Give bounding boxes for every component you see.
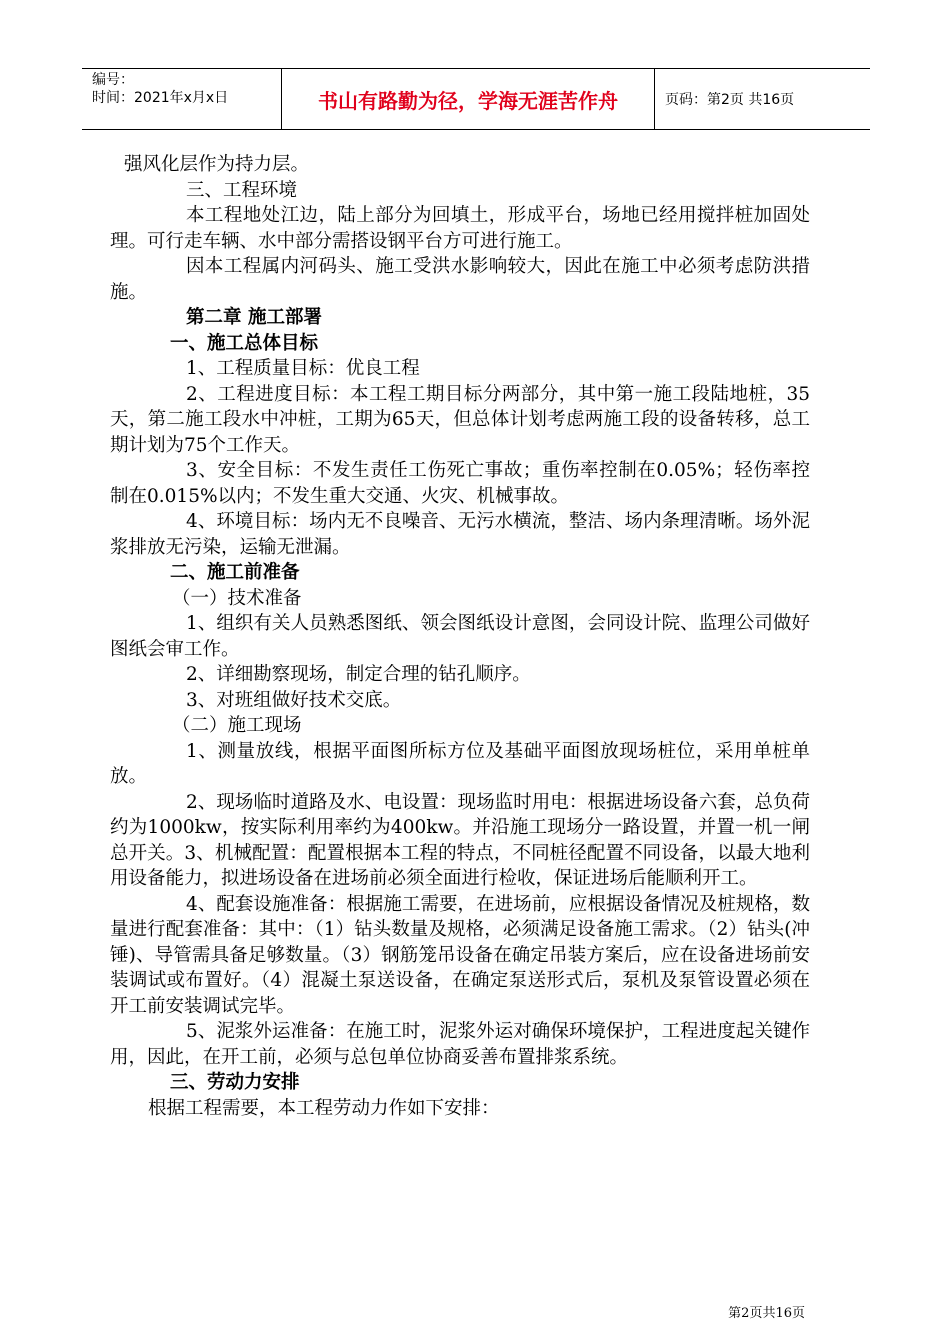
paragraph: 4、环境目标：场内无不良噪音、无污水横流，整洁、场内条理清晰。场外泥浆排放无污染，运输无泄漏。: [110, 511, 810, 558]
paragraph: 2、现场临时道路及水、电设置：现场监时用电：根据进场设备六套，总负荷约为1000kw，按实际利用率约为400kw。并沿施工现场分一路设置，并置一机一闸总开关。3、机械配置：配置根据本工程的特点，不同桩径配置不同设备，以最大地利用设备能力，拟进场设备在进场前必须全面进行检收，保证进场后能顺利开工。: [110, 791, 810, 889]
paragraph: 因本工程属内河码头、施工受洪水影响较大，因此在施工中必须考虑防洪措施。: [110, 256, 810, 303]
doc-number-label: 编号：: [92, 72, 134, 88]
section-heading: 二、施工前准备: [170, 562, 300, 583]
paragraph: 根据工程需要，本工程劳动力作如下安排：: [148, 1097, 500, 1119]
paragraph: 4、配套设施准备：根据施工需要，在进场前，应根据设备情况及桩规格，数量进行配套准备：其中：（1）钻头数量及规格，必须满足设备施工需求。（2）钻头(冲锤)、导管需具备足够数量。（3）钢筋笼吊设备在确定吊装方案后，应在设备进场前安装调试或布置好。（4）混凝土泵送设备，在确定泵送形式后，泵机及泵管设置必须在开工前安装调试完毕。: [110, 893, 810, 1017]
paragraph: 2、工程进度目标：本工程工期目标分两部分，其中第一施工段陆地桩，35天，第二施工段水中冲桩，工期为65天，但总体计划考虑两施工段的设备转移，总工期计划为75个工作天。: [110, 383, 810, 456]
paragraph: 5、泥浆外运准备：在施工时，泥浆外运对确保环境保护，工程进度起关键作用，因此，在开工前，必须与总包单位协商妥善布置排浆系统。: [110, 1021, 810, 1068]
paragraph: 强风化层作为持力层。: [124, 154, 310, 175]
page-header: [82, 68, 870, 130]
date-label: 时间：2021年x月x日: [92, 90, 229, 106]
chapter-heading: 第二章 施工部署: [186, 307, 322, 328]
page-footer: 第2页共16页: [728, 1306, 805, 1321]
header-page-number: 页码：第2页 共16页: [665, 92, 795, 108]
section-heading: 三、工程环境: [186, 179, 298, 201]
section-heading: 一、施工总体目标: [170, 332, 319, 354]
subsection-heading: （二）施工现场: [172, 715, 302, 736]
paragraph: 1、测量放线，根据平面图所标方位及基础平面图放现场桩位，采用单桩单放。: [110, 740, 810, 787]
paragraph: 1、组织有关人员熟悉图纸、领会图纸设计意图，会同设计院、监理公司做好图纸会审工作。: [110, 613, 810, 660]
document-body: [110, 152, 810, 1121]
paragraph: 本工程地处江边，陆上部分为回填土，形成平台，场地已经用搅拌桩加固处理。可行走车辆、水中部分需搭设钢平台方可进行施工。: [110, 205, 810, 252]
paragraph: 3、对班组做好技术交底。: [186, 689, 402, 711]
header-meta: [82, 69, 282, 129]
paragraph: 3、安全目标：不发生责任工伤死亡事故；重伤率控制在0.05%；轻伤率控制在0.015%以内；不发生重大交通、火灾、机械事故。: [110, 460, 810, 507]
section-heading: 三、劳动力安排: [170, 1072, 300, 1093]
subsection-heading: （一）技术准备: [172, 587, 302, 609]
header-motto: 书山有路勤为径，学海无涯苦作舟: [282, 69, 655, 129]
paragraph: 1、工程质量目标：优良工程: [186, 358, 420, 379]
paragraph: 2、详细勘察现场，制定合理的钻孔顺序。: [186, 664, 531, 685]
